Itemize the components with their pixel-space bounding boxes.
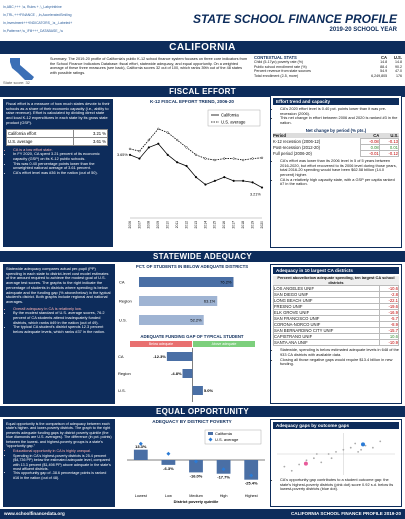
fiscal-chart-title: K-12 FISCAL EFFORT TREND, 2006-20 <box>150 99 234 104</box>
bar <box>193 386 203 395</box>
poverty-chart <box>117 425 269 507</box>
x-tick-label: 2018 <box>241 221 246 229</box>
end-value-label: 3.21% <box>250 192 261 197</box>
data-point <box>176 161 178 163</box>
x-tick-label: 2017 <box>231 221 236 229</box>
category-label: Lowest <box>134 494 147 498</box>
scatter-point <box>306 459 308 461</box>
category-label: High <box>219 494 228 498</box>
context-stats <box>254 56 402 78</box>
data-point <box>214 159 216 161</box>
start-value-label: 3.65% <box>117 152 128 157</box>
equal-bullet: • Educational opportunity in CA is highly unequal. <box>13 449 112 453</box>
summary-text: Summary: The 2019-20 profile of California's public K-12 school finance system focuses on three core indicators from the School Finance Indicators Database: fiscal effort, statewide adequacy, and equal opportunity. On a weighted average of these three measures (see back), California scores 32 out of 100, which ranks 39th out of the 48 states with possible ratings. <box>50 57 248 75</box>
data-point <box>205 184 207 186</box>
change-ca: -0.01 <box>360 150 379 156</box>
data-point <box>167 154 169 156</box>
legend-ca-label: California <box>221 112 239 118</box>
scatter-point <box>372 447 374 449</box>
x-axis-label: District poverty quintile <box>173 499 219 504</box>
district-row <box>274 340 399 346</box>
district-name: CAPISTRANO UNIF <box>274 334 380 340</box>
change-us: -0.12 <box>379 150 398 156</box>
change-col-period: Period <box>273 133 287 139</box>
x-tick-label: 2020 <box>259 221 264 229</box>
fiscal-section-title: FISCAL EFFORT <box>0 86 405 97</box>
data-point <box>252 181 254 183</box>
bar <box>162 460 176 465</box>
legend-us-label: U.S. average <box>221 119 246 125</box>
x-tick-label: 2008 <box>146 221 151 229</box>
data-point <box>233 180 235 182</box>
poverty-chart-title: ADEQUACY BY DISTRICT POVERTY <box>152 419 232 424</box>
value-label: -4.8% <box>171 371 182 376</box>
context-row-ca: 14.8 <box>380 60 388 65</box>
equal-bullet: • This opportunity gap of -38.6 percentage points is ranked #16 in the nation (out of 48). <box>13 471 112 480</box>
data-point <box>176 139 178 141</box>
fiscal-intro-box <box>3 99 113 247</box>
trend-bullet: • CA's effort was lower than its 2006 level in 5 of 5 years between 2016-2020, but effort recovered to its 2006 level during those years, total 2016-20 spending would have been $62.58 billion (14.0 percent) higher. <box>280 159 399 178</box>
trend-title: Effort trend and capacity <box>273 98 399 105</box>
scatter-point <box>360 449 362 451</box>
value-label: -12.3% <box>153 354 166 359</box>
footer-title: CALIFORNIA SCHOOL FINANCE PROFILE 2019-20 <box>290 511 401 516</box>
scatter-point <box>320 462 322 464</box>
data-point <box>261 187 263 189</box>
x-tick-label: 2012 <box>184 221 189 229</box>
districts-header: Percent above/below adequate spending, ten largest CA school districts <box>273 276 399 285</box>
logo-line: In,TRL,+++FINANCE , ,In,AcceleratedSmiling <box>3 13 72 17</box>
adequacy-bullet: • By the modest standard of U.S. average scores, 76.2 percent of CA students attend inadequately funded districts, which ranks #49 in the nation (out of 49). <box>13 311 112 325</box>
scatter-point <box>316 453 318 455</box>
x-tick-label: 2019 <box>250 221 255 229</box>
effort-ca-value: 3.21 % <box>73 129 107 137</box>
data-point <box>233 158 235 160</box>
data-point <box>261 157 263 159</box>
x-tick-label: 2013 <box>193 221 198 229</box>
data-point <box>157 143 159 145</box>
data-point <box>223 158 225 160</box>
scatter-point <box>350 447 352 449</box>
change-period: K-12 recession (2006-12) <box>273 138 321 144</box>
scatter-point <box>354 443 356 445</box>
data-point <box>157 128 159 130</box>
data-point <box>223 176 225 178</box>
state-map <box>4 56 44 82</box>
footer-url[interactable]: www.schoolfinancedata.org <box>4 511 65 516</box>
legend-ca-label: California <box>215 431 232 436</box>
scatter-point <box>342 449 344 451</box>
equal-bullet: • Spending in CA's highest-poverty districts is 25.4 percent ($4,736 PP) below the estimated adequate level, compared with 13.3 percent ($1,498 PP) above adequate in the state's most affluent districts. <box>13 454 112 472</box>
value-label: -17.7% <box>217 474 230 480</box>
gap-below-label: Below adequate <box>130 341 192 347</box>
context-row-label: Child (5-17yo) poverty rate (%) <box>254 60 304 65</box>
data-point <box>195 154 197 156</box>
effort-us-value: 3.61 % <box>73 137 107 145</box>
equal-section-title: EQUAL OPPORTUNITY <box>0 406 405 417</box>
state-name: CALIFORNIA <box>169 42 236 53</box>
trend-bullet: • CA is a relatively high capacity state, with a GSP per capita ranked #7 in the nation. <box>280 178 399 187</box>
value-label: 52.2% <box>190 317 202 323</box>
context-row-label: Public school enrollment rate (%) <box>254 64 307 69</box>
data-point <box>242 159 244 161</box>
highest-poverty-point <box>304 462 308 466</box>
context-row-ca: 6,249,805 <box>371 73 388 78</box>
context-title: CONTEXTUAL STATS <box>254 55 297 60</box>
logo-line: In,ABC,+++ ,\s, Rules + ,\_Labyrinthine <box>3 5 62 9</box>
x-tick-label: 2015 <box>212 221 217 229</box>
change-ca: 0.08 <box>360 144 379 150</box>
category-label: Medium <box>189 494 203 498</box>
change-col-us: U.S. <box>390 132 399 138</box>
change-period: Post-recession (2012-20) <box>273 144 321 150</box>
data-point <box>186 165 188 167</box>
fiscal-bullet: • In FY 2020, CA spent 3.21 percent of its economic capacity (GSP) on its K-12 public schools. <box>13 152 110 161</box>
district-value: -5.7 <box>380 316 399 322</box>
bar <box>134 450 148 460</box>
data-point <box>148 147 150 149</box>
scatter-point <box>298 464 300 466</box>
context-row-us: 47.0 <box>395 69 402 74</box>
context-row-us: 90.2 <box>395 64 402 69</box>
pct-below-chart <box>117 271 267 333</box>
x-tick-label: 2010 <box>165 221 170 229</box>
gap-chart-title: ADEQUATE FUNDING GAP OF TYPICAL STUDENT <box>140 334 244 339</box>
district-value: -16.9 <box>380 310 399 316</box>
data-point <box>148 139 150 141</box>
x-tick-label: 2016 <box>222 221 227 229</box>
districts-box <box>270 264 402 404</box>
fiscal-bullet: • This was 0.40 percentage points lower than the unweighted national average of 3.61 percent. <box>13 162 110 171</box>
data-point <box>139 150 141 152</box>
scatter-point <box>328 453 330 455</box>
change-us: -0.13 <box>379 138 398 144</box>
category-label: Region <box>118 371 131 376</box>
scatter-point <box>335 451 337 453</box>
value-label: -6.3% <box>163 465 174 471</box>
data-point <box>242 180 244 182</box>
value-label: 76.2% <box>220 279 232 285</box>
district-bullet: • Closing all those negative gaps would require $13.4 billion in new funding. <box>280 358 399 367</box>
adequacy-section-title: STATEWIDE ADEQUACY <box>0 251 405 262</box>
logo-line: In,Patterns+,\s_\Fill+++_DATABASE_,\s <box>3 29 63 33</box>
data-point <box>205 158 207 160</box>
category-label: CA <box>118 354 124 359</box>
footer <box>0 509 405 519</box>
district-value: -19.6 <box>380 304 399 310</box>
data-point <box>195 176 197 178</box>
context-row-label: Total enrollment (2-5, more) <box>254 73 299 78</box>
value-label: -16.0% <box>189 473 203 479</box>
adequacy-intro-box <box>3 264 115 404</box>
district-value: -10.6 <box>380 286 399 292</box>
context-row-ca: 54.9 <box>380 69 388 74</box>
district-name: LOS ANGELES UNIF <box>274 286 380 292</box>
outcome-scatter <box>273 430 399 478</box>
bar <box>183 369 193 378</box>
district-value: -10.9 <box>380 340 399 346</box>
scatter-point <box>283 466 285 468</box>
scatter-point <box>357 451 359 453</box>
value-label: 5.0% <box>203 388 214 393</box>
x-tick-label: 2011 <box>175 221 180 229</box>
state-banner <box>0 41 405 54</box>
data-point <box>129 148 131 150</box>
data-point <box>139 158 141 160</box>
district-value: -15.7 <box>380 328 399 334</box>
category-label: U.S. <box>119 317 127 323</box>
change-period: Full period (2006-20) <box>273 150 312 156</box>
district-value: -2.8 <box>380 292 399 298</box>
context-row-ca: 88.4 <box>380 64 388 69</box>
data-point <box>167 132 169 134</box>
district-value: -22.1 <box>380 298 399 304</box>
category-label: Low <box>164 494 172 498</box>
district-value: -8.9 <box>380 322 399 328</box>
outcome-bullet: • CA's opportunity gap contributes to a student outcome gap: the state's highest-poverty districts (pink dot) score 0.92 s.d. below its lowest-poverty districts (blue dot). <box>280 478 399 492</box>
change-us: 0.01 <box>379 144 398 150</box>
value-label: 63.1% <box>203 298 216 304</box>
fiscal-bullet: • CA is a low effort state. <box>13 148 110 153</box>
legend-ca-swatch <box>208 432 213 435</box>
district-name: CORONA-NORCO UNIF <box>274 322 380 328</box>
outcome-title: Adequacy gaps by outcome gaps <box>273 422 399 429</box>
profile-subtitle: 2019-20 SCHOOL YEAR <box>329 27 397 33</box>
district-name: ELK GROVE UNIF <box>274 310 380 316</box>
districts-title: Adequacy in 10 largest CA districts <box>273 267 399 274</box>
category-label: U.S. <box>118 388 126 393</box>
logo-line: In,Investment+++INDICATORS_,\s_,Labeled+ <box>3 21 73 25</box>
district-name: SAN FRANCISCO UNIF <box>274 316 380 322</box>
logo-block <box>3 3 143 39</box>
data-point <box>186 147 188 149</box>
context-row-us: 14.8 <box>395 60 402 65</box>
x-tick-label: 2009 <box>156 221 161 229</box>
x-tick-label: 2007 <box>137 221 142 229</box>
data-point <box>129 154 131 156</box>
change-title: Net change by period (% pts.) <box>305 127 367 133</box>
district-value: 10.6 <box>380 334 399 340</box>
change-col-ca: CA <box>373 132 380 138</box>
fiscal-trend-chart <box>116 106 268 246</box>
value-label: 13.3% <box>135 444 147 450</box>
state-score-label: State score: 32 <box>3 80 30 85</box>
fiscal-intro: Fiscal effort is a measure of how much states devote to their schools as a share of their economic capacity (i.e., ability to raise revenue). Effort is calculated by dividing direct state and local K-12 expenditures in each state by its gross state product (GSP). <box>6 101 110 125</box>
district-name: FRESNO UNIF <box>274 304 380 310</box>
profile-title: STATE SCHOOL FINANCE PROFILE <box>192 12 397 26</box>
legend-us-label: U.S. average <box>215 437 239 442</box>
context-row-label: Percent revenue from state sources <box>254 69 311 74</box>
effort-ca-label: California effort <box>7 129 74 137</box>
bar <box>217 460 231 474</box>
x-tick-label: 2014 <box>203 221 208 229</box>
effort-us-label: U.S. average <box>7 137 74 145</box>
scatter-point <box>379 441 381 443</box>
context-col-us: U.S. <box>393 55 402 60</box>
district-name: SAN DIEGO UNIF <box>274 292 380 298</box>
fiscal-bullet: • CA's effort level was #36 in the nation (out of 50). <box>13 171 110 176</box>
trend-bullet: • This net change in effort between 2006 and 2020 is ranked #3 in the nation. <box>280 116 399 125</box>
data-point <box>214 180 216 182</box>
adequacy-intro: Statewide adequacy compares actual per-pupil (PP) spending in each state to district-level cost model estimates of the amount required to achieve the modest goal of U.S. average test scores. The graphs to the right indicate the percentage of students in districts where spending is below adequate and the funding gap (% above/below) in the typical student's district. Both graphs include regional and national averages. <box>6 266 111 304</box>
district-name: SANTA ANA UNIF <box>274 340 380 346</box>
equal-intro: Equal opportunity is the comparison of adequacy between each state's higher- and lower-poverty districts. The graph to the right presents adequate funding gaps by district poverty quintile (the blue diamonds are U.S. averages). The difference (in pct. points) between the lowest- and highest-poverty groups is a state's "opportunity gap." <box>6 422 112 449</box>
category-label: Region <box>119 298 132 304</box>
value-label: -25.4% <box>244 480 258 486</box>
scatter-point <box>313 457 315 459</box>
adequacy-bullet: • Overall adequacy in CA is relatively low. <box>13 307 112 312</box>
gap-above-label: Above adequate <box>193 341 255 347</box>
data-point <box>252 158 254 160</box>
district-name: LONG BEACH UNIF <box>274 298 380 304</box>
gap-chart <box>117 348 267 404</box>
scatter-point <box>331 457 333 459</box>
x-tick-label: 2006 <box>127 221 132 229</box>
trend-box <box>270 95 402 248</box>
adequacy-bullet: • The typical CA student's district spends 12.3 percent below adequate levels, which ranks #37 in the nation. <box>13 325 112 334</box>
outcome-box <box>270 419 402 507</box>
district-bullet: • Statewide, spending is below estimated adequate levels in 648 of the 933 CA districts with available data. <box>280 348 399 357</box>
category-label: CA <box>119 279 125 285</box>
change-ca: -0.08 <box>360 138 379 144</box>
us-marker <box>166 452 170 456</box>
context-row-us: 176 <box>396 73 402 78</box>
trend-bullet: • CA's 2020 effort level is 0.40 pct. points lower than it was pre-recession (2006). <box>280 107 399 116</box>
scatter-point <box>291 470 293 472</box>
district-name: SAN BERNARDINO CITY UNIF <box>274 328 380 334</box>
pct-chart-title: PCT. OF STUDENTS IN BELOW ADEQUATE DISTRICTS <box>135 264 249 269</box>
equal-intro-box <box>3 419 115 507</box>
bar <box>167 352 193 361</box>
lowest-poverty-point <box>361 442 365 446</box>
context-col-ca: CA <box>381 55 388 60</box>
category-label: Highest <box>244 494 258 498</box>
